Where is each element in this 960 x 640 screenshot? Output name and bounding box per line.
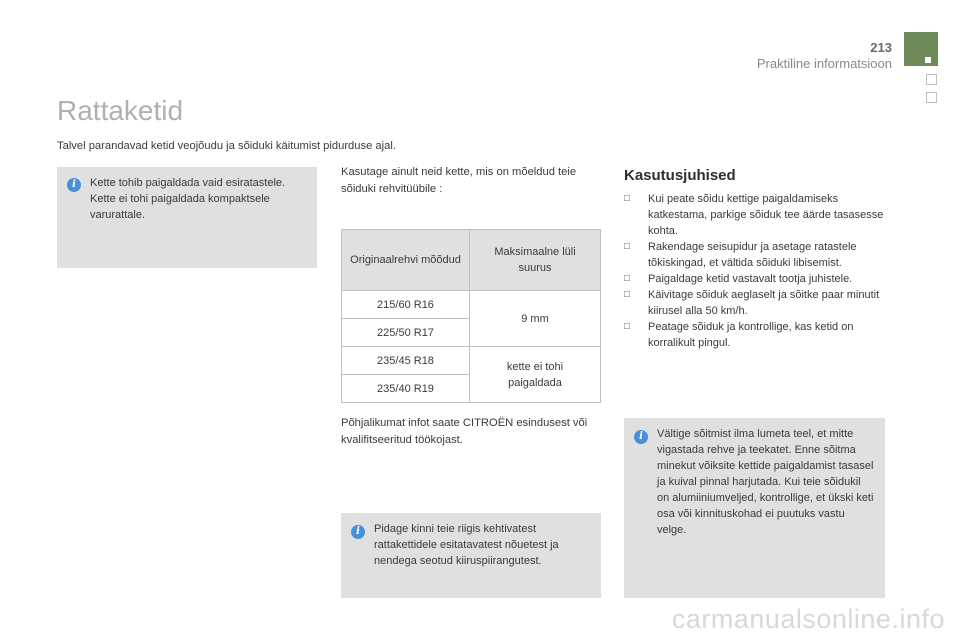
usage-instructions-list: [624, 191, 886, 351]
checkbox-bullet-icon: □: [624, 241, 631, 252]
chain-usage-text: Kasutage ainult neid kette, mis on mõeldud teie sõiduki rehvitüübile :: [341, 166, 577, 195]
info-box-text: Vältige sõitmist ilma lumeta teel, et mitte vigastada rehve ja teekatet. Enne sõitma minekut võiksite kettide paigaldamist tasasel ja kuival pinnal harjutada. Kui teie sõidukil on alumiiniumveljed, kontrollige, et ükski keti osa või kinnituskohad ei puutuks vastu velge.: [657, 428, 874, 536]
usage-section-title: Kasutusjuhised: [624, 167, 736, 184]
table-row: [342, 291, 601, 319]
table-cell-link-size: kette ei tohi paigaldada: [470, 347, 601, 403]
list-item-text: Paigaldage ketid vastavalt tootja juhistele.: [648, 273, 853, 285]
chapter-tab-box: [926, 92, 937, 103]
list-item-text: Kui peate sõidu kettige paigaldamiseks katkestama, parkige sõiduk tee äärde tasasesse kohta.: [648, 193, 884, 237]
info-icon: i: [634, 430, 648, 444]
table-header-tire-size: Originaalrehvi mõõdud: [342, 230, 470, 291]
watermark: carmanualsonline.info: [671, 604, 945, 634]
chapter-marker-dot: [925, 57, 931, 63]
info-box-regulations: [341, 513, 601, 598]
table-cell-tire-size: 215/60 R16: [342, 291, 470, 319]
chapter-title: Praktiline informatsioon: [756, 56, 892, 71]
info-box-front-wheels: [57, 167, 317, 268]
table-header-row: [342, 230, 601, 291]
list-item: [624, 319, 886, 351]
table-cell-tire-size: 235/40 R19: [342, 375, 470, 403]
list-item: [624, 287, 886, 319]
page-number: 213: [870, 40, 892, 55]
info-box-text: Pidage kinni teie riigis kehtivatest rattakettidele esitatavatest nõuetest ja nendega seotud kiiruspiirangutest.: [374, 523, 559, 567]
tire-chain-table: [341, 229, 601, 403]
list-item: [624, 239, 886, 271]
list-item-text: Rakendage seisupidur ja asetage ratastele tõkiskingad, et vältida sõiduki libisemist.: [648, 241, 857, 269]
checkbox-bullet-icon: □: [624, 289, 631, 300]
checkbox-bullet-icon: □: [624, 321, 631, 332]
list-item: [624, 191, 886, 239]
list-item: [624, 271, 886, 287]
intro-text: Talvel parandavad ketid veojõudu ja sõiduki käitumist pidurduse ajal.: [57, 140, 396, 152]
info-icon: i: [67, 178, 81, 192]
chapter-color-block: [904, 32, 938, 66]
table-cell-link-size: 9 mm: [470, 291, 601, 347]
list-item-text: Käivitage sõiduk aeglaselt ja sõitke paar minutit kiirusel alla 50 km/h.: [648, 289, 880, 317]
page-title: Rattaketid: [57, 95, 184, 126]
info-icon: i: [351, 525, 365, 539]
info-box-text: Kette tohib paigaldada vaid esiratastele. Kette ei tohi paigaldada kompaktsele varurattale.: [90, 177, 286, 221]
info-box-driving-advice: [624, 418, 885, 598]
table-cell-tire-size: 225/50 R17: [342, 319, 470, 347]
table-header-max-link-size: Maksimaalne lüli suurus: [470, 230, 601, 291]
checkbox-bullet-icon: □: [624, 273, 631, 284]
table-row: [342, 347, 601, 375]
table-cell-tire-size: 235/45 R18: [342, 347, 470, 375]
chapter-tab-box: [926, 74, 937, 85]
dealer-info-text: Põhjalikumat infot saate CITROËN esindusest või kvalifitseeritud töökojast.: [341, 417, 588, 446]
list-item-text: Peatage sõiduk ja kontrollige, kas ketid on korralikult pingul.: [648, 321, 854, 349]
checkbox-bullet-icon: □: [624, 193, 631, 204]
